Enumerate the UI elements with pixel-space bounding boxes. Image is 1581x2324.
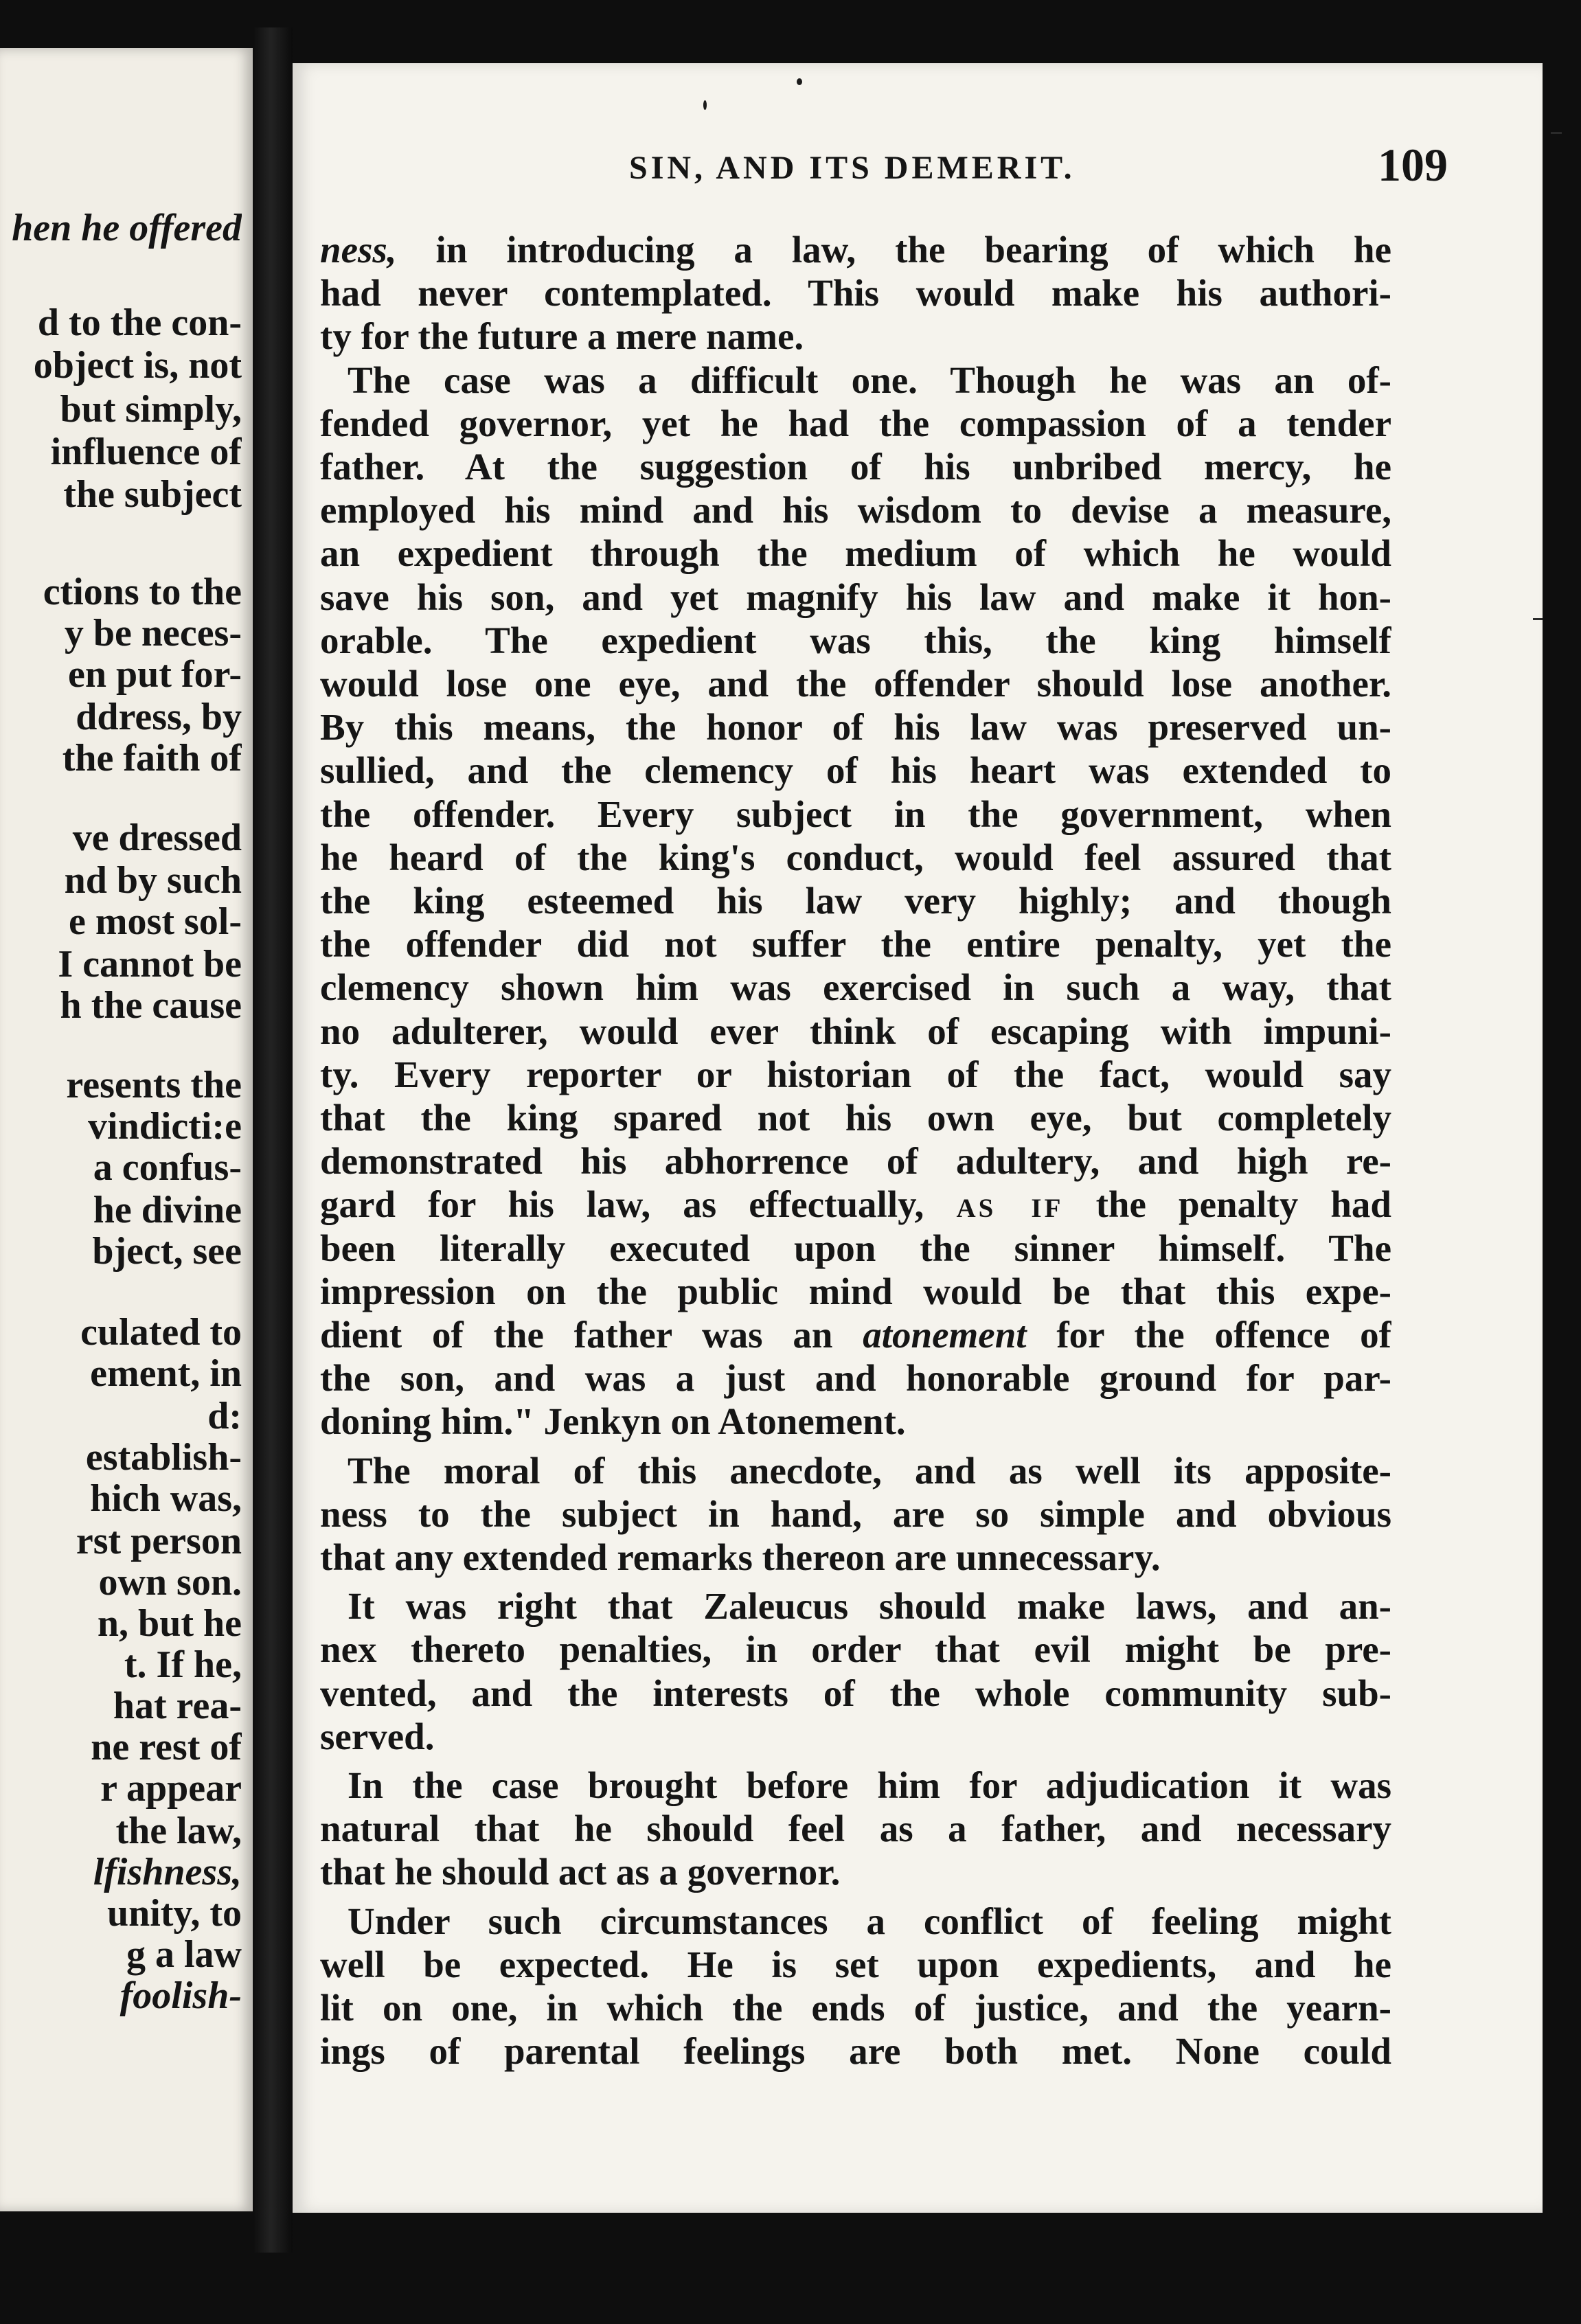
body-text-line	[320, 1183, 1391, 1227]
line-text: The moral of this anecdote, and as well its apposite-	[348, 1449, 1391, 1492]
body-text-line	[320, 619, 1391, 663]
line-text: he heard of the king's conduct, would feel assured that	[320, 836, 1391, 878]
body-text-line	[320, 922, 1391, 966]
left-page-line: ne rest of	[91, 1726, 242, 1768]
left-page-line: rst person	[76, 1520, 242, 1562]
left-page-line: I cannot be	[58, 943, 242, 986]
left-page-line: d:	[207, 1395, 242, 1437]
line-text: the king esteemed his law very highly; and though	[320, 880, 1391, 922]
line-text: fended governor, yet he had the compassion of a tender	[320, 402, 1391, 444]
body-text-line	[320, 1449, 1391, 1493]
left-page-line: hen he offered	[12, 207, 242, 249]
body-text-line	[320, 1943, 1391, 1987]
body-text-line	[320, 1715, 1391, 1759]
line-text: Under such circumstances a conflict of feeling might	[348, 1900, 1391, 1942]
body-text-line	[320, 1227, 1391, 1271]
small-caps-text: as if	[956, 1183, 1064, 1226]
left-page-line: bject, see	[92, 1230, 242, 1273]
body-text-line	[320, 532, 1391, 576]
line-text: had never contemplated. This would make his authori-	[320, 272, 1391, 315]
italic-text: ness,	[320, 229, 397, 271]
line-text: dient of the father was an	[320, 1314, 863, 1356]
book-gutter	[253, 27, 293, 2253]
body-text-line	[320, 2029, 1391, 2073]
body-text-line	[320, 576, 1391, 619]
left-page-line: d to the con-	[37, 301, 242, 344]
line-text: The case was a difficult one. Though he was an of-	[348, 358, 1391, 401]
body-text-line	[320, 358, 1391, 402]
body-text-line	[320, 315, 1391, 358]
line-text: well be expected. He is set upon expedients, and he	[320, 1943, 1391, 1985]
left-page-line: he divine	[93, 1189, 242, 1231]
left-page-line: hat rea-	[113, 1685, 242, 1727]
italic-text: atonement	[863, 1314, 1027, 1356]
line-text: save his son, and yet magnify his law and make it hon-	[320, 576, 1391, 618]
line-text: It was right that Zaleucus should make laws, and an-	[348, 1585, 1391, 1628]
line-text: doning him." Jenkyn on Atonement.	[320, 1400, 906, 1443]
edge-mark	[1551, 132, 1562, 134]
ink-speck	[703, 100, 707, 110]
body-text-line	[320, 1628, 1391, 1672]
left-page-line: g a law	[126, 1933, 242, 1976]
line-text: in introducing a law, the bearing of which he	[396, 229, 1391, 271]
left-page-line: lfishness,	[93, 1851, 242, 1893]
left-page-line: the subject	[63, 473, 242, 516]
left-page-line: resents the	[66, 1064, 242, 1106]
line-text: lit on one, in which the ends of justice, and the yearn-	[320, 1987, 1391, 2029]
line-text: for the offence of	[1026, 1314, 1391, 1356]
body-text-line	[320, 1139, 1391, 1183]
line-text: sullied, and the clemency of his heart was extended to	[320, 749, 1391, 792]
body-text-line	[320, 228, 1391, 272]
body-text-line	[320, 271, 1391, 315]
left-facing-page	[0, 48, 253, 2211]
body-text-line	[320, 966, 1391, 1010]
line-text: been literally executed upon the sinner himself. The	[320, 1227, 1391, 1269]
body-text-line	[320, 1986, 1391, 2030]
left-page-line: h the cause	[60, 984, 242, 1027]
running-title: SIN, AND ITS DEMERIT.	[629, 150, 1076, 186]
left-page-line: unity, to	[106, 1892, 242, 1935]
body-text-line	[320, 1807, 1391, 1851]
left-page-line: the law,	[115, 1810, 242, 1852]
line-text: the offender did not suffer the entire penalty, yet the	[320, 923, 1391, 966]
body-text-line	[320, 749, 1391, 793]
line-text: natural that he should feel as a father, and necessary	[320, 1808, 1391, 1850]
line-text: father. At the suggestion of his unbribed mercy, he	[320, 446, 1391, 488]
left-page-line: influence of	[50, 431, 242, 473]
body-text-line	[320, 1313, 1391, 1357]
line-text: ty. Every reporter or historian of the fact, would say	[320, 1053, 1391, 1095]
body-text-line	[320, 1900, 1391, 1944]
page-number: 109	[1378, 139, 1448, 191]
line-text: orable. The expedient was this, the king himself	[320, 619, 1391, 661]
line-text: an expedient through the medium of which he would	[320, 532, 1391, 575]
left-page-line: object is, not	[33, 344, 242, 387]
line-text: gard for his law, as effectually,	[320, 1183, 957, 1226]
left-page-line: ement, in	[90, 1352, 242, 1395]
body-text-line	[320, 1672, 1391, 1716]
body-text-line	[320, 1400, 1391, 1444]
line-text: that he should act as a governor.	[320, 1851, 841, 1893]
right-page	[293, 63, 1543, 2213]
body-text-line	[320, 1053, 1391, 1097]
left-page-line: vindicti:e	[88, 1105, 242, 1148]
body-text-line	[320, 1584, 1391, 1628]
left-page-line: establish-	[85, 1436, 242, 1479]
body-text-line	[320, 1536, 1391, 1580]
body-text-line	[320, 879, 1391, 923]
left-page-line: but simply,	[60, 388, 242, 431]
left-page-line: e most sol-	[69, 900, 242, 943]
left-page-line: en put for-	[67, 653, 242, 696]
line-text: By this means, the honor of his law was preserved un-	[320, 706, 1391, 749]
left-page-line: ve dressed	[72, 817, 242, 859]
left-page-line: n, but he	[97, 1602, 242, 1645]
left-page-line: r appear	[100, 1767, 242, 1810]
body-text-line	[320, 1096, 1391, 1140]
body-text-line	[320, 1850, 1391, 1894]
left-page-line: a confus-	[93, 1146, 242, 1189]
body-text-line	[320, 793, 1391, 836]
left-page-line: own son.	[98, 1561, 242, 1604]
left-page-line: ctions to the	[43, 571, 242, 613]
body-text-line	[320, 705, 1391, 749]
line-text: ness to the subject in hand, are so simple and obvious	[320, 1492, 1391, 1535]
left-page-line: culated to	[80, 1311, 242, 1354]
edge-mark	[1533, 618, 1543, 620]
left-page-line: nd by such	[64, 859, 242, 902]
line-text: employed his mind and his wisdom to devise a measure,	[320, 489, 1391, 532]
body-text-line	[320, 402, 1391, 446]
ink-speck	[797, 78, 802, 85]
body-text-line	[320, 445, 1391, 489]
line-text: the penalty had	[1063, 1183, 1391, 1226]
left-page-line: t. If he,	[124, 1643, 242, 1686]
left-page-line: foolish-	[120, 1974, 242, 2017]
line-text: In the case brought before him for adjudication it was	[348, 1764, 1391, 1806]
body-text-line	[320, 662, 1391, 706]
running-head	[293, 137, 1543, 199]
line-text: the offender. Every subject in the government, when	[320, 793, 1391, 835]
line-text: no adulterer, would ever think of escaping with impuni-	[320, 1010, 1391, 1052]
body-text-line	[320, 1356, 1391, 1400]
left-page-line: the faith of	[62, 737, 242, 779]
line-text: the son, and was a just and honorable ground for par-	[320, 1357, 1391, 1400]
line-text: demonstrated his abhorrence of adultery, and high re-	[320, 1140, 1391, 1183]
body-text-line	[320, 1492, 1391, 1536]
line-text: that the king spared not his own eye, but completely	[320, 1097, 1391, 1139]
line-text: ty for the future a mere name.	[320, 315, 804, 358]
left-page-line: ddress, by	[76, 696, 242, 738]
line-text: ings of parental feelings are both met. None could	[320, 2030, 1391, 2073]
line-text: served.	[320, 1715, 435, 1757]
body-text-line	[320, 488, 1391, 532]
body-text-line	[320, 836, 1391, 880]
line-text: impression on the public mind would be that this expe-	[320, 1270, 1391, 1312]
body-text-line	[320, 1764, 1391, 1808]
line-text: clemency shown him was exercised in such a way, that	[320, 966, 1391, 1009]
line-text: would lose one eye, and the offender should lose another.	[320, 663, 1391, 705]
body-text-line	[320, 1010, 1391, 1053]
line-text: nex thereto penalties, in order that evil might be pre-	[320, 1628, 1391, 1671]
line-text: that any extended remarks thereon are unnecessary.	[320, 1536, 1161, 1578]
left-page-line: y be neces-	[64, 612, 242, 654]
left-page-line: hich was,	[90, 1477, 242, 1520]
line-text: vented, and the interests of the whole community sub-	[320, 1672, 1391, 1714]
body-text-line	[320, 1270, 1391, 1314]
